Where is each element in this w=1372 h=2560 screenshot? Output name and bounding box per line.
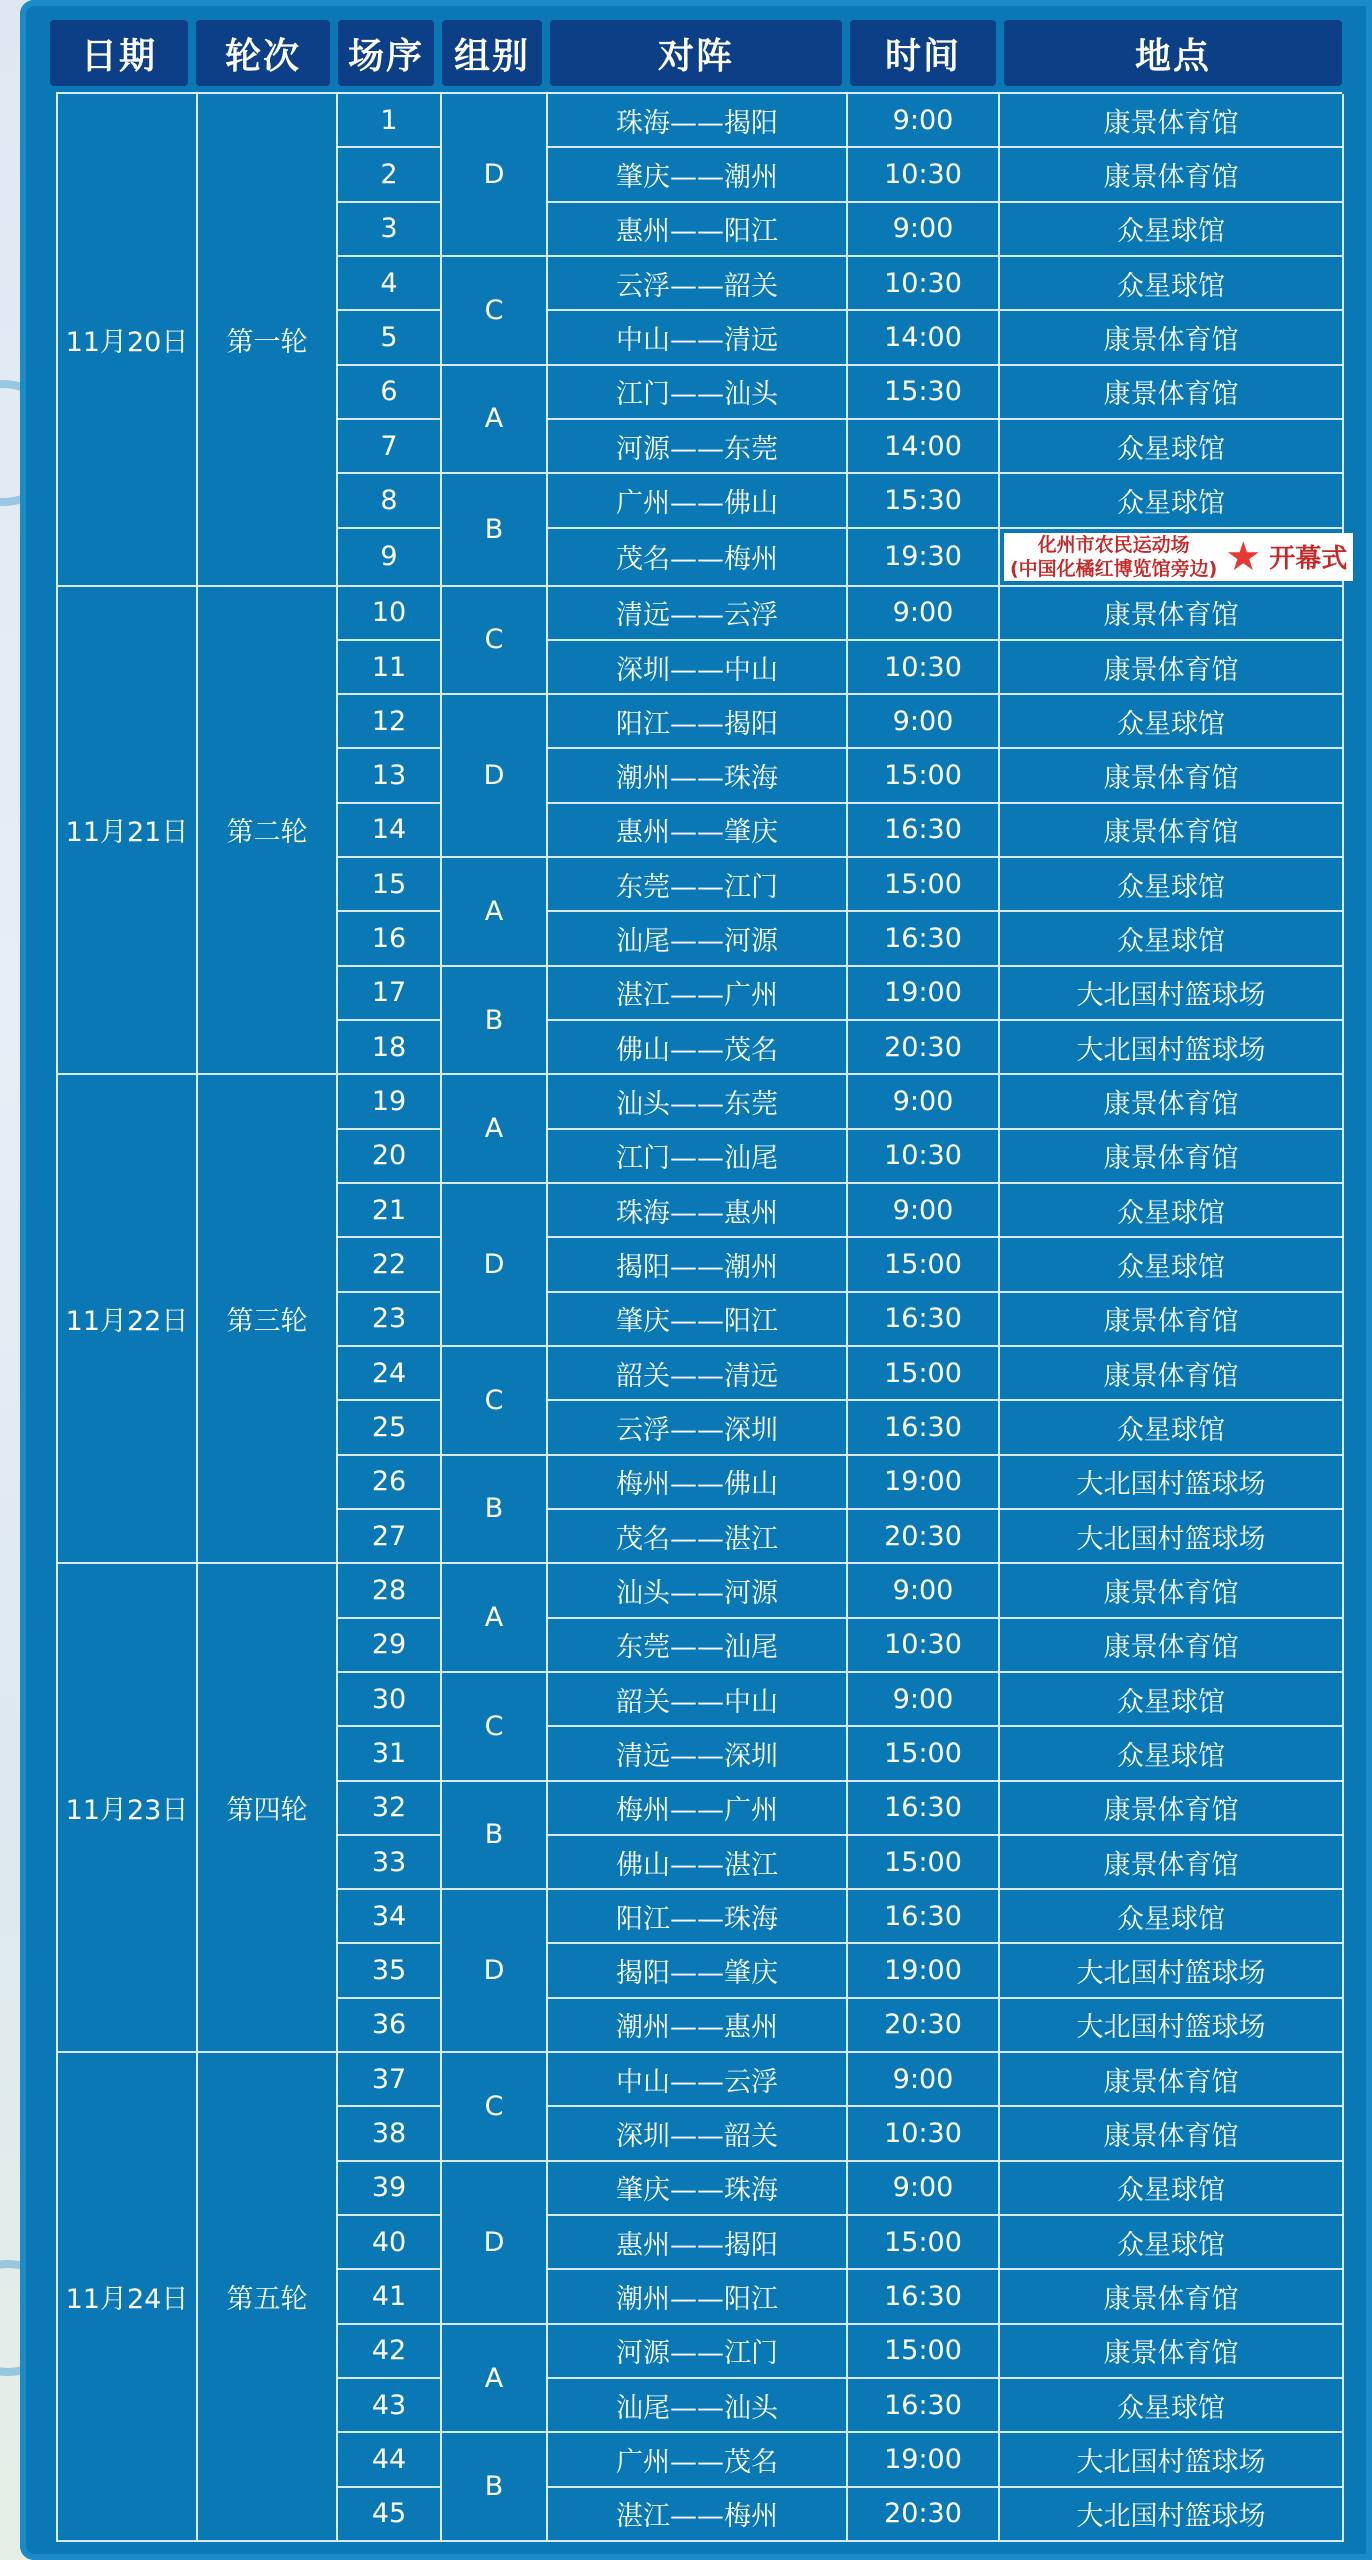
matchup-cell: 肇庆——珠海 [548,2162,848,2216]
matchup-cell: 惠州——揭阳 [548,2216,848,2270]
matchup-cell: 惠州——肇庆 [548,804,848,858]
match-number-cell: 43 [338,2379,442,2433]
group-cell: D [442,94,548,257]
matchup-cell: 肇庆——阳江 [548,1293,848,1347]
venue-cell: 大北国村篮球场 [1000,1456,1344,1510]
time-cell: 20:30 [848,1999,1000,2053]
venue-cell: 众星球馆 [1000,1184,1344,1238]
matchup-cell: 汕尾——汕头 [548,2379,848,2433]
match-number-cell: 40 [338,2216,442,2270]
round-cell: 第五轮 [198,2053,338,2542]
venue-cell: 大北国村篮球场 [1000,967,1344,1021]
venue-cell: 康景体育馆 [1000,366,1344,420]
opening-ceremony-venue [1004,533,1353,581]
header-date: 日期 [50,20,188,86]
venue-cell: 康景体育馆 [1000,2107,1344,2161]
round-cell: 第一轮 [198,94,338,587]
matchup-cell: 深圳——韶关 [548,2107,848,2161]
venue-cell: 康景体育馆 [1000,94,1344,148]
match-number-cell: 44 [338,2433,442,2487]
time-cell: 9:00 [848,1184,1000,1238]
match-number-cell: 19 [338,1075,442,1129]
matchup-cell: 汕尾——河源 [548,912,848,966]
venue-cell: 众星球馆 [1000,1238,1344,1292]
time-cell: 10:30 [848,2107,1000,2161]
time-cell: 14:00 [848,311,1000,365]
time-cell: 10:30 [848,641,1000,695]
group-cell: A [442,1564,548,1673]
venue-cell: 康景体育馆 [1000,1782,1344,1836]
matchup-cell: 茂名——梅州 [548,529,848,587]
matchup-cell: 广州——茂名 [548,2433,848,2487]
time-cell: 16:30 [848,804,1000,858]
time-cell: 16:30 [848,1890,1000,1944]
group-cell: B [442,1456,548,1565]
venue-cell: 大北国村篮球场 [1000,1021,1344,1075]
time-cell: 16:30 [848,1401,1000,1455]
group-cell: D [442,1184,548,1347]
match-number-cell: 6 [338,366,442,420]
match-number-cell: 3 [338,203,442,257]
time-cell: 16:30 [848,1782,1000,1836]
header-group: 组别 [442,20,542,86]
match-number-cell: 45 [338,2488,442,2542]
match-number-cell: 13 [338,749,442,803]
time-cell: 15:00 [848,2325,1000,2379]
time-cell: 9:00 [848,695,1000,749]
header-matchup: 对阵 [550,20,842,86]
match-number-cell: 26 [338,1456,442,1510]
venue-cell: 康景体育馆 [1000,2325,1344,2379]
time-cell: 15:00 [848,1727,1000,1781]
match-number-cell: 22 [338,1238,442,1292]
matchup-cell: 云浮——韶关 [548,257,848,311]
opening-ceremony-label: 开幕式 [1269,544,1348,575]
matchup-cell: 深圳——中山 [548,641,848,695]
venue-cell: 康景体育馆 [1000,1075,1344,1129]
match-number-cell: 39 [338,2162,442,2216]
round-cell: 第四轮 [198,1564,338,2053]
match-number-cell: 10 [338,587,442,641]
venue-cell: 康景体育馆 [1000,2270,1344,2324]
matchup-cell: 清远——深圳 [548,1727,848,1781]
matchup-cell: 东莞——江门 [548,858,848,912]
round-cell: 第三轮 [198,1075,338,1564]
venue-cell: 众星球馆 [1000,858,1344,912]
venue-cell: 众星球馆 [1000,1401,1344,1455]
time-cell: 10:30 [848,1130,1000,1184]
group-cell: C [442,1347,548,1456]
matchup-cell: 云浮——深圳 [548,1401,848,1455]
match-number-cell: 25 [338,1401,442,1455]
match-number-cell: 38 [338,2107,442,2161]
time-cell: 19:00 [848,967,1000,1021]
match-number-cell: 1 [338,94,442,148]
group-cell: B [442,1782,548,1891]
matchup-cell: 佛山——湛江 [548,1836,848,1890]
round-cell: 第二轮 [198,587,338,1076]
group-cell: C [442,1673,548,1782]
time-cell: 15:30 [848,474,1000,528]
matchup-cell: 中山——云浮 [548,2053,848,2107]
matchup-cell: 珠海——惠州 [548,1184,848,1238]
time-cell: 20:30 [848,1510,1000,1564]
venue-cell: 大北国村篮球场 [1000,2488,1344,2542]
match-number-cell: 17 [338,967,442,1021]
match-number-cell: 27 [338,1510,442,1564]
time-cell: 9:00 [848,1075,1000,1129]
time-cell: 9:00 [848,587,1000,641]
match-number-cell: 4 [338,257,442,311]
matchup-cell: 佛山——茂名 [548,1021,848,1075]
match-number-cell: 42 [338,2325,442,2379]
matchup-cell: 广州——佛山 [548,474,848,528]
matchup-cell: 河源——江门 [548,2325,848,2379]
date-cell: 11月24日 [58,2053,198,2542]
time-cell: 14:00 [848,420,1000,474]
matchup-cell: 珠海——揭阳 [548,94,848,148]
time-cell: 16:30 [848,2270,1000,2324]
match-number-cell: 20 [338,1130,442,1184]
venue-cell: 大北国村篮球场 [1000,2433,1344,2487]
group-cell: B [442,2433,548,2542]
match-number-cell: 21 [338,1184,442,1238]
venue-cell: 大北国村篮球场 [1000,1944,1344,1998]
date-cell: 11月22日 [58,1075,198,1564]
matchup-cell: 揭阳——肇庆 [548,1944,848,1998]
time-cell: 15:00 [848,1238,1000,1292]
match-number-cell: 23 [338,1293,442,1347]
header-round: 轮次 [196,20,330,86]
group-cell: A [442,366,548,475]
group-cell: C [442,257,548,366]
match-number-cell: 31 [338,1727,442,1781]
matchup-cell: 湛江——广州 [548,967,848,1021]
matchup-cell: 潮州——阳江 [548,2270,848,2324]
venue-cell: 众星球馆 [1000,2379,1344,2433]
time-cell: 16:30 [848,1293,1000,1347]
venue-cell: 众星球馆 [1000,1727,1344,1781]
time-cell: 10:30 [848,257,1000,311]
match-number-cell: 5 [338,311,442,365]
header-match-no: 场序 [338,20,434,86]
group-cell: C [442,2053,548,2162]
header-venue: 地点 [1004,20,1342,86]
venue-cell: 众星球馆 [1000,1673,1344,1727]
venue-cell: 康景体育馆 [1000,148,1344,202]
matchup-cell: 梅州——广州 [548,1782,848,1836]
time-cell: 19:00 [848,1944,1000,1998]
group-cell: D [442,2162,548,2325]
group-cell: D [442,1890,548,2053]
venue-cell: 众星球馆 [1000,203,1344,257]
time-cell: 15:00 [848,1347,1000,1401]
matchup-cell: 清远——云浮 [548,587,848,641]
matchup-cell: 江门——汕头 [548,366,848,420]
venue-cell: 康景体育馆 [1000,1347,1344,1401]
match-number-cell: 11 [338,641,442,695]
match-number-cell: 15 [338,858,442,912]
time-cell: 16:30 [848,912,1000,966]
match-number-cell: 18 [338,1021,442,1075]
group-cell: C [442,587,548,696]
time-cell: 10:30 [848,1619,1000,1673]
venue-cell: 康景体育馆 [1000,2053,1344,2107]
time-cell: 15:30 [848,366,1000,420]
match-number-cell: 35 [338,1944,442,1998]
match-number-cell: 28 [338,1564,442,1618]
venue-cell: 众星球馆 [1000,695,1344,749]
matchup-cell: 阳江——珠海 [548,1890,848,1944]
match-number-cell: 12 [338,695,442,749]
matchup-cell: 中山——清远 [548,311,848,365]
venue-cell: 康景体育馆 [1000,311,1344,365]
time-cell: 9:00 [848,2162,1000,2216]
time-cell: 9:00 [848,203,1000,257]
time-cell: 19:30 [848,529,1000,587]
venue-cell: 康景体育馆 [1000,587,1344,641]
matchup-cell: 湛江——梅州 [548,2488,848,2542]
venue-cell: 众星球馆 [1000,420,1344,474]
time-cell: 9:00 [848,2053,1000,2107]
venue-cell: 众星球馆 [1000,1890,1344,1944]
date-cell: 11月20日 [58,94,198,587]
matchup-cell: 河源——东莞 [548,420,848,474]
venue-cell: 康景体育馆 [1000,1130,1344,1184]
match-number-cell: 8 [338,474,442,528]
venue-cell: 大北国村篮球场 [1000,1510,1344,1564]
time-cell: 20:30 [848,2488,1000,2542]
matchup-cell: 惠州——阳江 [548,203,848,257]
venue-cell: 众星球馆 [1000,2162,1344,2216]
group-cell: A [442,858,548,967]
match-number-cell: 9 [338,529,442,587]
star-icon: ★ [1225,533,1262,580]
match-number-cell: 32 [338,1782,442,1836]
venue-cell: 众星球馆 [1000,2216,1344,2270]
match-number-cell: 2 [338,148,442,202]
venue-cell: 众星球馆 [1000,257,1344,311]
venue-name-line: 化州市农民运动场 [1037,533,1190,556]
matchup-cell: 阳江——揭阳 [548,695,848,749]
matchup-cell: 汕头——东莞 [548,1075,848,1129]
venue-cell: 众星球馆 [1000,912,1344,966]
match-number-cell: 7 [338,420,442,474]
time-cell: 15:00 [848,858,1000,912]
group-cell: D [442,695,548,858]
venue-address [1010,533,1217,581]
venue-cell [1000,529,1348,587]
time-cell: 16:30 [848,2379,1000,2433]
date-cell: 11月23日 [58,1564,198,2053]
match-number-cell: 34 [338,1890,442,1944]
venue-cell: 众星球馆 [1000,474,1344,528]
time-cell: 9:00 [848,94,1000,148]
date-cell: 11月21日 [58,587,198,1076]
time-cell: 19:00 [848,1456,1000,1510]
match-number-cell: 16 [338,912,442,966]
venue-cell: 康景体育馆 [1000,804,1344,858]
time-cell: 15:00 [848,1836,1000,1890]
matchup-cell: 潮州——惠州 [548,1999,848,2053]
matchup-cell: 茂名——湛江 [548,1510,848,1564]
group-cell: A [442,1075,548,1184]
group-cell: B [442,967,548,1076]
header-time: 时间 [850,20,996,86]
matchup-cell: 揭阳——潮州 [548,1238,848,1292]
time-cell: 9:00 [848,1564,1000,1618]
venue-cell: 康景体育馆 [1000,1836,1344,1890]
match-number-cell: 36 [338,1999,442,2053]
matchup-cell: 江门——汕尾 [548,1130,848,1184]
group-cell: A [442,2325,548,2434]
match-number-cell: 30 [338,1673,442,1727]
match-number-cell: 24 [338,1347,442,1401]
matchup-cell: 东莞——汕尾 [548,1619,848,1673]
schedule-table [56,92,1348,2542]
matchup-cell: 汕头——河源 [548,1564,848,1618]
match-number-cell: 33 [338,1836,442,1890]
matchup-cell: 韶关——中山 [548,1673,848,1727]
venue-note-line: (中国化橘红博览馆旁边) [1010,557,1218,580]
venue-cell: 康景体育馆 [1000,641,1344,695]
venue-cell: 康景体育馆 [1000,1564,1344,1618]
matchup-cell: 韶关——清远 [548,1347,848,1401]
group-cell: B [442,474,548,586]
time-cell: 9:00 [848,1673,1000,1727]
venue-cell: 康景体育馆 [1000,1619,1344,1673]
venue-cell: 康景体育馆 [1000,1293,1344,1347]
matchup-cell: 潮州——珠海 [548,749,848,803]
matchup-cell: 梅州——佛山 [548,1456,848,1510]
time-cell: 19:00 [848,2433,1000,2487]
match-number-cell: 37 [338,2053,442,2107]
time-cell: 10:30 [848,148,1000,202]
time-cell: 15:00 [848,749,1000,803]
time-cell: 15:00 [848,2216,1000,2270]
time-cell: 20:30 [848,1021,1000,1075]
match-number-cell: 41 [338,2270,442,2324]
matchup-cell: 肇庆——潮州 [548,148,848,202]
venue-cell: 大北国村篮球场 [1000,1999,1344,2053]
match-number-cell: 14 [338,804,442,858]
venue-cell: 康景体育馆 [1000,749,1344,803]
match-number-cell: 29 [338,1619,442,1673]
